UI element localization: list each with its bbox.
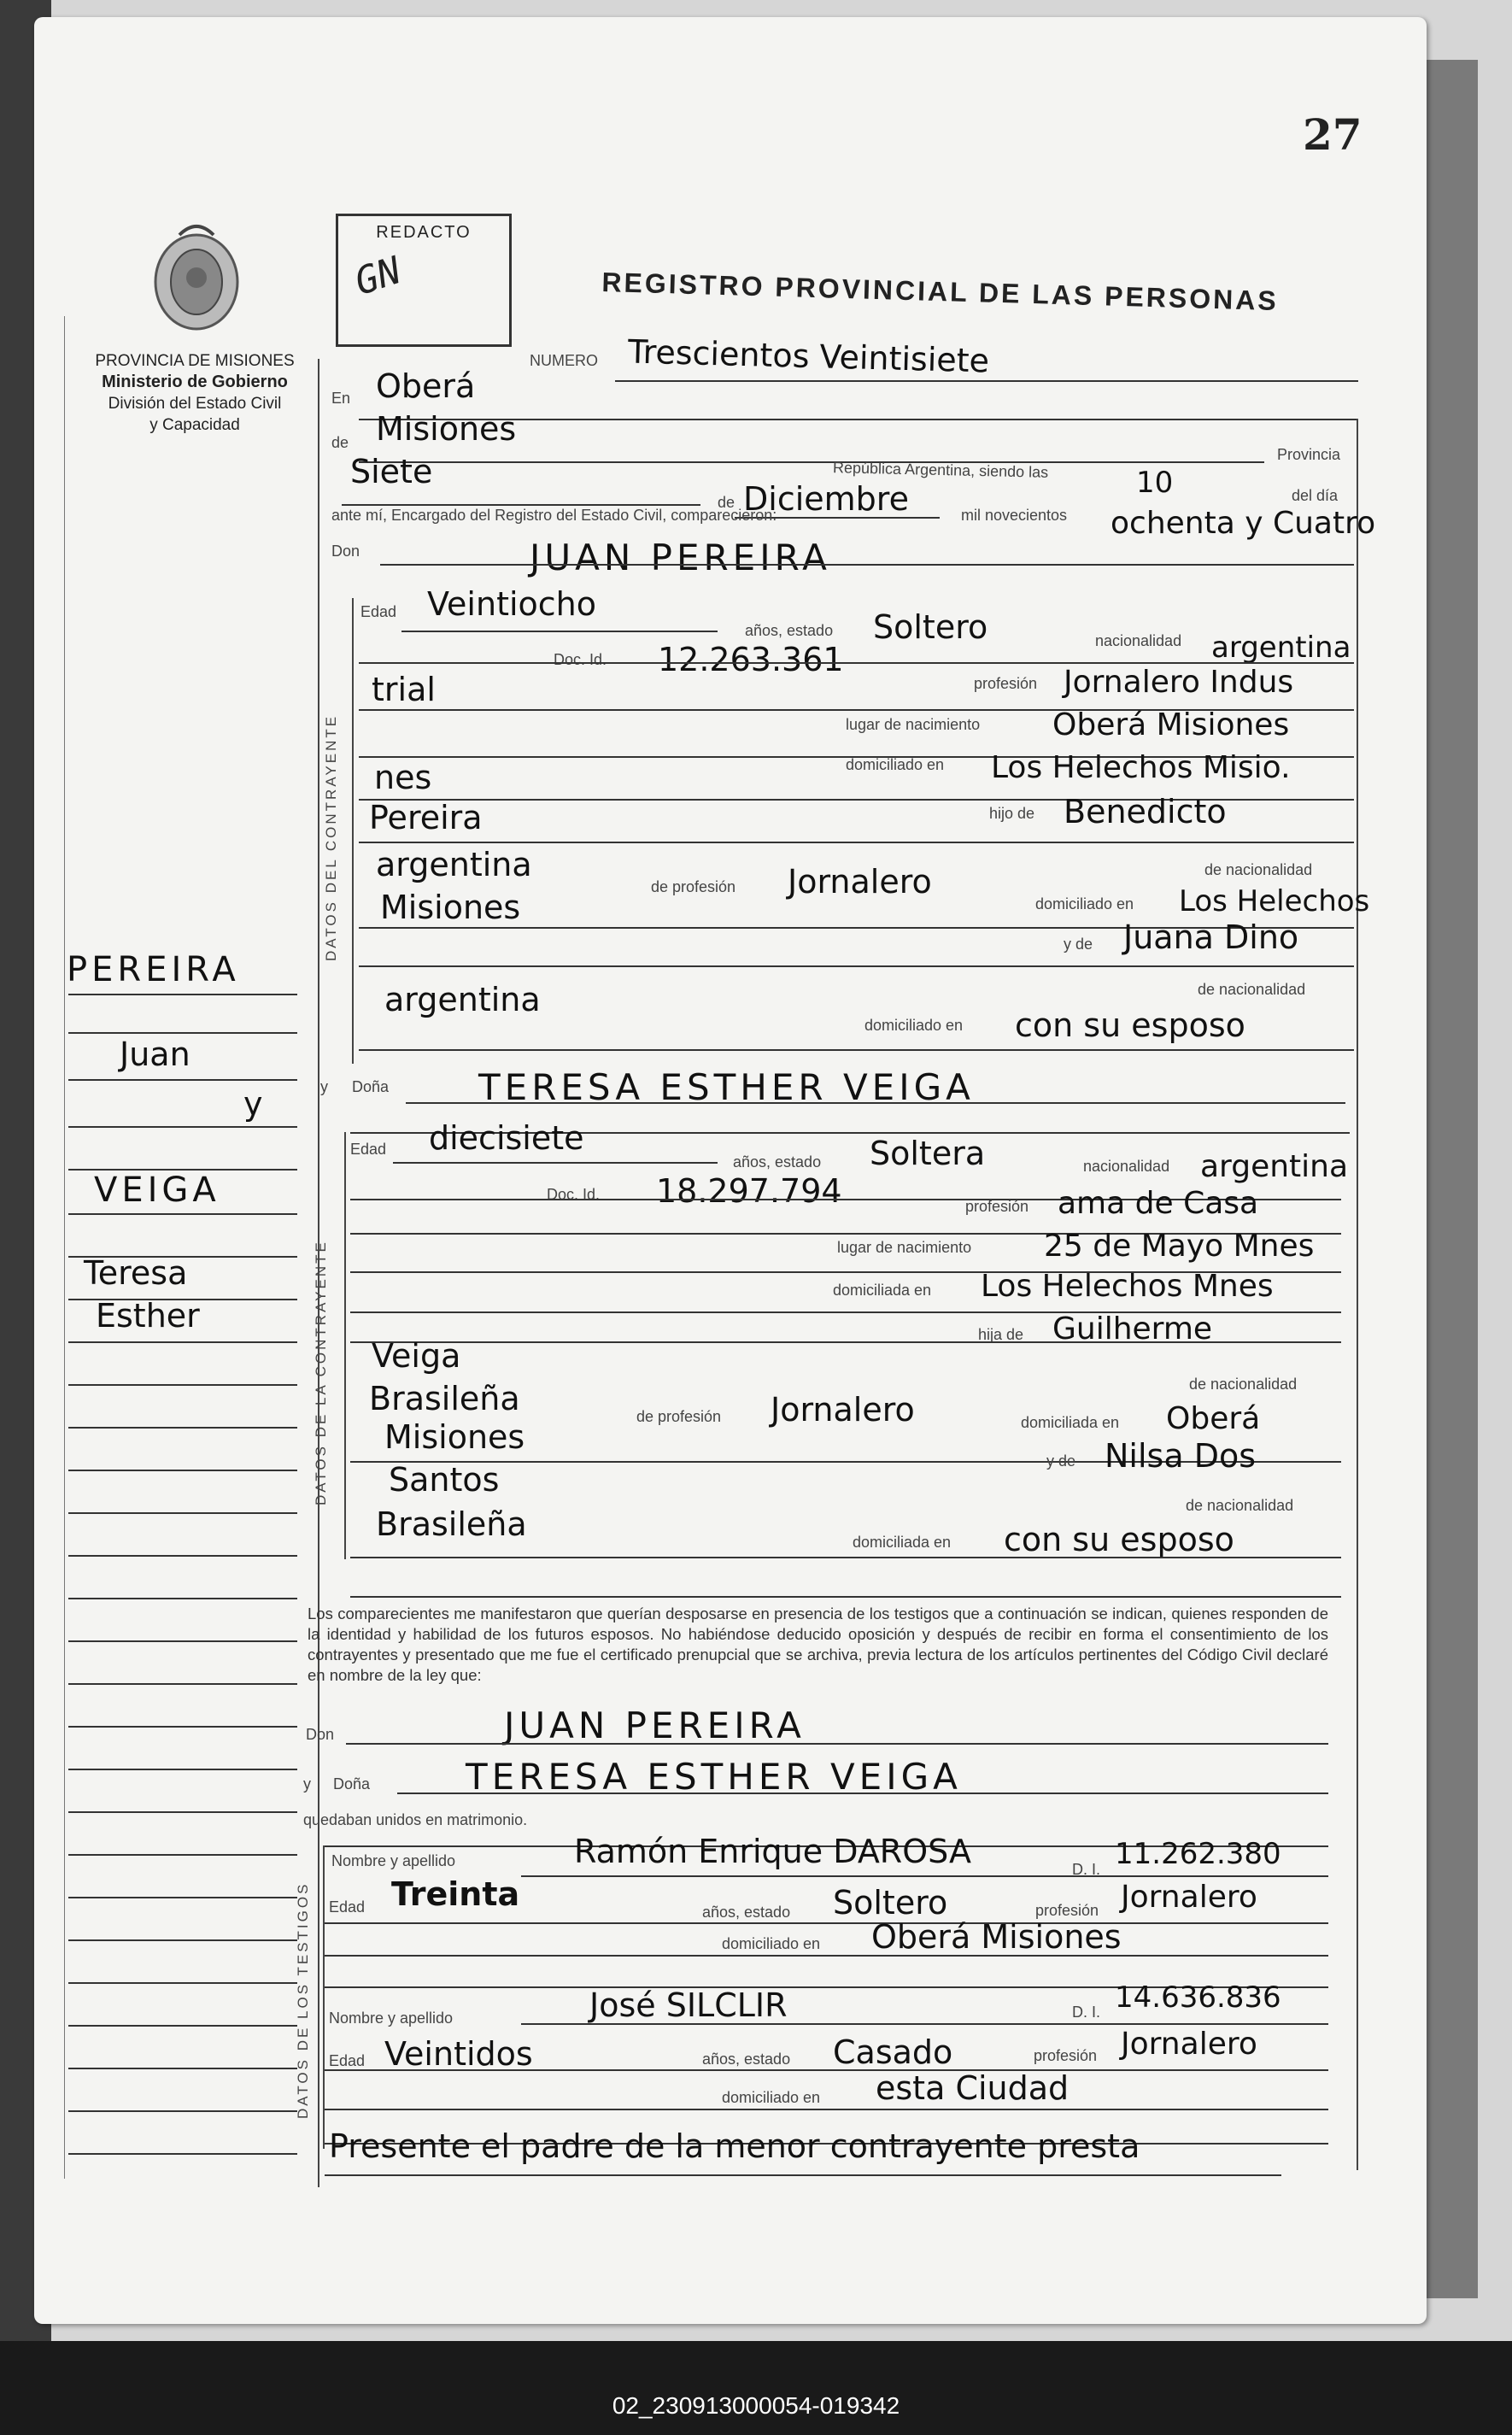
t2-di-label: D. I. — [1072, 2004, 1101, 2021]
republica-label: República Argentina, siendo las — [832, 459, 1049, 481]
declaration-text: Los comparecientes me manifestaron que querían desposarse en presencia de los testigos que a continuación se indican, quienes responden de la identidad y habilidad de los futuros esposos. No habiéndose deducido oposición y después de recibir en forma el consentimiento de los contrayentes y presentado que me fue el certificado prenupcial que se archiva, previa lectura de los artículos pertinentes del Código Civil declaré en nombre de la ley que: — [308, 1605, 1328, 1684]
org-capacity: y Capacidad — [149, 416, 240, 434]
c2-hija-label: hija de — [978, 1326, 1024, 1343]
page-number: 27 — [1303, 109, 1363, 160]
c1-padre-nac: argentina — [376, 846, 532, 883]
t2-prof-label: profesión — [1034, 2047, 1098, 2064]
t1-profesion: Jornalero — [1121, 1880, 1257, 1915]
c1-madre-dom: con su esposo — [1015, 1006, 1245, 1044]
registry-title: REGISTRO PROVINCIAL DE LAS PERSONAS — [601, 267, 1280, 317]
t2-anios-label: años, estado — [702, 2051, 791, 2068]
c1-lugar: Oberá Misiones — [1052, 707, 1290, 742]
decl-dona-label: Doña — [333, 1775, 371, 1793]
anio-value: ochenta y Cuatro — [1111, 506, 1376, 541]
c1-edad-label: Edad — [360, 603, 397, 620]
c2-edad: diecisiete — [429, 1119, 584, 1157]
t1-nombre-label: Nombre y apellido — [331, 1852, 456, 1869]
org-province: PROVINCIA DE MISIONES — [95, 352, 295, 370]
c1-doc-label: Doc. Id. — [554, 651, 607, 668]
c2-dona-label: Doña — [352, 1078, 390, 1095]
c2-doc: 18.297.794 — [656, 1172, 842, 1210]
c2-madre-dom: con su esposo — [1004, 1521, 1234, 1558]
c1-domicilio-cont: nes — [374, 759, 432, 796]
c1-profesion: Jornalero Indus — [1064, 665, 1294, 700]
image-id-footer: 02_230913000054-019342 — [612, 2392, 900, 2419]
margin-left-edge — [64, 316, 65, 2179]
c1-madre-nac-label: de nacionalidad — [1198, 981, 1306, 998]
c2-y-label: y — [320, 1078, 328, 1095]
c2-padre-dom-label: domiciliada en — [1021, 1414, 1120, 1431]
c2-estado: Soltera — [870, 1135, 986, 1172]
c1-madre: Juana Dino — [1123, 918, 1299, 956]
stamp-label: REDACTO — [376, 223, 472, 242]
final-note: Presente el padre de la menor contrayente presta — [329, 2127, 1140, 2165]
main-block-right-edge — [1357, 419, 1358, 2170]
c1-padre-prof: Jornalero — [788, 863, 932, 901]
c1-anios-label: años, estado — [745, 622, 834, 639]
c2-prof-label: profesión — [965, 1198, 1029, 1215]
contrayente2-section-label: DATOS DE LA CONTRAYENTE — [313, 1240, 329, 1505]
provincial-crest-icon — [145, 218, 248, 337]
c2-lugar-label: lugar de nacimiento — [837, 1239, 972, 1256]
t1-edad: Treinta — [391, 1875, 520, 1913]
contrayente1-section-label: DATOS DEL CONTRAYENTE — [323, 713, 339, 961]
c2-nac-label: nacionalidad — [1083, 1158, 1170, 1175]
c1-madre-dom-label: domiciliado en — [864, 1017, 964, 1034]
t2-nombre: José SILCLIR — [589, 1986, 788, 2024]
t2-edad-label: Edad — [329, 2052, 366, 2069]
t1-doc: 11.262.380 — [1115, 1837, 1281, 1871]
c1-domicilio: Los Helechos Misio. — [991, 750, 1291, 785]
don-label: Don — [331, 543, 360, 560]
c2-padre-nac: Brasileña — [369, 1380, 520, 1417]
c2-de-prof-label: de profesión — [636, 1408, 722, 1425]
en-value: Oberá — [376, 367, 476, 405]
t2-domicilio: esta Ciudad — [876, 2069, 1070, 2107]
t1-dom-label: domiciliado en — [722, 1935, 821, 1952]
t2-dom-label: domiciliado en — [722, 2089, 821, 2106]
c2-doc-label: Doc. Id. — [547, 1186, 601, 1203]
c1-padre-dom-cont: Misiones — [380, 889, 521, 926]
mil-label: mil novecientos — [961, 507, 1068, 524]
c2-padre-apellido: Veiga — [372, 1337, 461, 1375]
c1-de-prof-label: de profesión — [651, 878, 736, 895]
t2-edad: Veintidos — [384, 2035, 533, 2073]
t1-nombre: Ramón Enrique DAROSA — [574, 1833, 971, 1870]
margin-name-2b: Esther — [96, 1297, 200, 1335]
c2-profesion: ama de Casa — [1058, 1186, 1259, 1221]
c2-dona: TERESA ESTHER VEIGA — [478, 1066, 975, 1108]
t2-profesion: Jornalero — [1121, 2027, 1257, 2062]
en-label: En — [331, 390, 351, 407]
numero-value: Trescientos Veintisiete — [627, 332, 990, 380]
organization-block — [67, 350, 323, 436]
c1-estado: Soltero — [873, 608, 988, 646]
c1-lugar-label: lugar de nacimiento — [846, 716, 981, 733]
c1-padre-dom-label: domiciliado en — [1035, 895, 1134, 912]
t1-estado: Soltero — [833, 1884, 948, 1922]
t1-edad-label: Edad — [329, 1898, 366, 1916]
c2-madre-nac: Brasileña — [376, 1505, 527, 1543]
c2-madre-cont: Santos — [389, 1461, 500, 1499]
testigos-section-label: DATOS DE LOS TESTIGOS — [295, 1881, 311, 2119]
c2-y-de-label: y de — [1046, 1452, 1076, 1470]
t2-estado: Casado — [833, 2033, 953, 2071]
c1-madre-nac: argentina — [384, 981, 541, 1018]
de-mes-label: de — [718, 494, 735, 511]
t1-prof-label: profesión — [1035, 1902, 1099, 1919]
c1-doc: 12.263.361 — [658, 641, 844, 678]
t2-nombre-label: Nombre y apellido — [329, 2010, 454, 2027]
margin-name-2a: Teresa — [84, 1254, 188, 1292]
c2-padre-dom: Oberá — [1166, 1401, 1261, 1436]
margin-name-1: Juan — [120, 1036, 190, 1073]
c1-edad: Veintiocho — [427, 585, 596, 623]
org-division: División del Estado Civil — [108, 395, 282, 413]
margin-surname-2: VEIGA — [94, 1171, 220, 1210]
c2-nacionalidad: argentina — [1200, 1149, 1349, 1184]
c1-y-de-label: y de — [1064, 936, 1093, 953]
t2-doc: 14.636.836 — [1115, 1980, 1281, 2015]
c2-padre-dom-cont: Misiones — [384, 1418, 525, 1456]
org-ministry: Ministerio de Gobierno — [102, 373, 288, 391]
t1-anios-label: años, estado — [702, 1904, 791, 1921]
c1-de-nac-label: de nacionalidad — [1204, 861, 1313, 878]
c2-lugar: 25 de Mayo Mnes — [1044, 1229, 1315, 1264]
dia-value: Siete — [350, 453, 433, 490]
decl-don: JUAN PEREIRA — [504, 1704, 806, 1746]
c2-edad-label: Edad — [350, 1141, 387, 1158]
c2-domicilio: Los Helechos Mnes — [981, 1269, 1274, 1304]
c2-madre: Nilsa Dos — [1105, 1437, 1257, 1475]
c1-dom-label: domiciliado en — [846, 756, 945, 773]
margin-conj: y — [243, 1085, 263, 1123]
numero-label: NUMERO — [530, 352, 598, 369]
c1-profesion-cont: trial — [372, 671, 436, 708]
contrayente2-bracket — [344, 1132, 346, 1559]
c1-padre-apellido: Pereira — [369, 799, 483, 836]
c1-nac-label: nacionalidad — [1095, 632, 1182, 649]
background-bottom — [0, 2341, 1512, 2435]
c1-padre-dom: Los Helechos — [1179, 884, 1370, 918]
stamp-initials: GN — [349, 249, 407, 304]
c2-de-nac-label: de nacionalidad — [1189, 1376, 1298, 1393]
decl-cierre: quedaban unidos en matrimonio. — [303, 1811, 528, 1828]
decl-dona: TERESA ESTHER VEIGA — [466, 1756, 962, 1798]
decl-don-label: Don — [306, 1726, 335, 1743]
redacto-stamp — [336, 214, 512, 347]
provincia-label: Provincia — [1277, 446, 1341, 463]
don-value: JUAN PEREIRA — [530, 537, 831, 578]
hora-value: 10 — [1136, 466, 1174, 500]
ante-label: ante mí, Encargado del Registro del Estado Civil, comparecieron: — [331, 507, 777, 524]
de-label: de — [331, 434, 349, 451]
t1-domicilio: Oberá Misiones — [871, 1918, 1122, 1956]
mes-value: Diciembre — [743, 480, 909, 518]
contrayente1-bracket — [352, 598, 354, 1064]
c1-prof-label: profesión — [974, 675, 1038, 692]
del-dia-label: del día — [1292, 487, 1339, 504]
t1-di-label: D. I. — [1072, 1861, 1101, 1878]
c2-padre: Guilherme — [1052, 1311, 1213, 1347]
c2-dom-label: domiciliada en — [833, 1282, 932, 1299]
c2-anios-label: años, estado — [733, 1153, 822, 1171]
margin-surname-1: PEREIRA — [67, 950, 240, 989]
c2-padre-prof: Jornalero — [771, 1391, 915, 1429]
c2-madre-dom-label: domiciliada en — [853, 1534, 952, 1551]
c1-nacionalidad: argentina — [1211, 631, 1351, 665]
testigos-bracket — [323, 1845, 325, 2149]
c1-hijo-label: hijo de — [989, 805, 1035, 822]
de-value: Misiones — [376, 410, 517, 448]
c1-padre: Benedicto — [1064, 793, 1227, 830]
decl-y-label: y — [303, 1775, 311, 1793]
c2-madre-nac-label: de nacionalidad — [1186, 1497, 1294, 1514]
